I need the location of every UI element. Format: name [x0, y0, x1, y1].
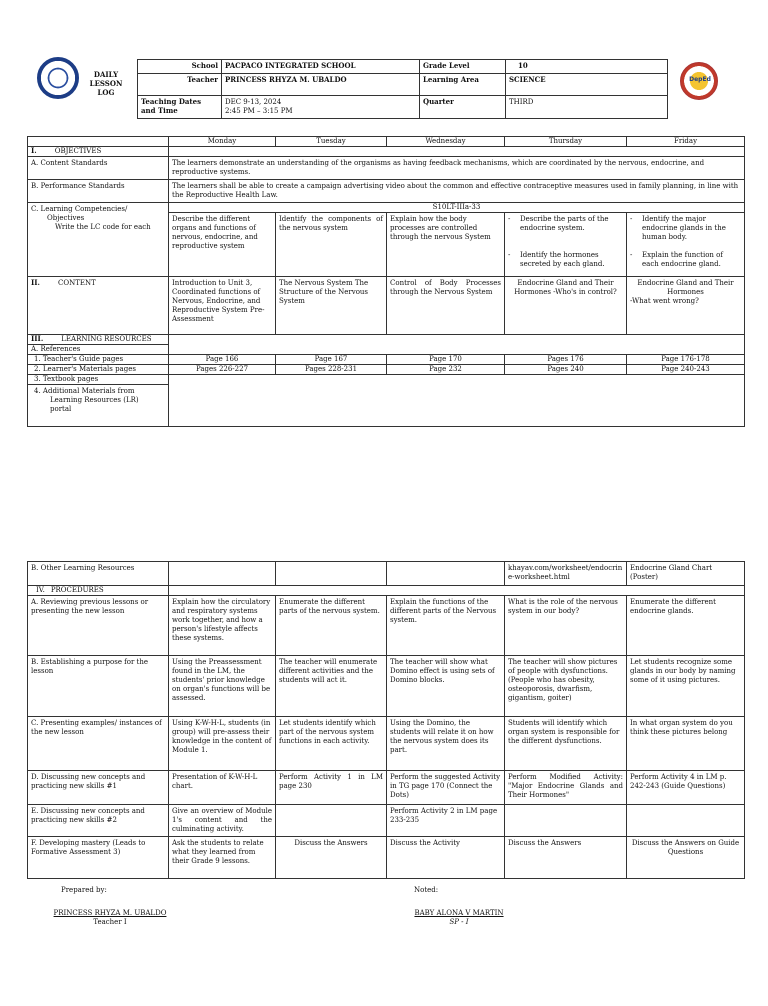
content-thursday: Endocrine Gland and Their Hormones -Who's in control? [505, 276, 627, 334]
section-heading: LEARNING RESOURCES [61, 334, 152, 343]
content-line: Endocrine Gland and Their Hormones [637, 278, 734, 296]
quarter-label: Quarter [420, 95, 506, 118]
dates-value [222, 95, 420, 118]
blank-corner [28, 137, 169, 147]
header-table [137, 59, 668, 119]
proc-f-friday: Discuss the Answers on Guide Questions [627, 837, 745, 879]
proc-e-wednesday: Perform Activity 2 in LM page 233-235 [387, 805, 505, 837]
noted-block [404, 909, 514, 927]
tg-wednesday: Page 170 [387, 354, 505, 364]
proc-f-thursday: Discuss the Answers [505, 837, 627, 879]
competency-friday: - Identify the major endocrine glands in the human body. - Explain the function of each endocrine gland. [627, 212, 745, 276]
school-logo-text: DepEd [689, 76, 711, 83]
proc-b-label: B. Establishing a purpose for the lesson [28, 656, 169, 717]
objectives-blank [169, 147, 745, 157]
competencies-line: C. Learning Competencies/ [31, 204, 128, 213]
tb-blank [169, 374, 745, 426]
proc-c-label: C. Presenting examples/ instances of the new lesson [28, 717, 169, 771]
procedures-heading [28, 586, 169, 596]
lm-label: 2. Learner's Materials pages [28, 364, 169, 374]
resources-blank [169, 334, 745, 354]
proc-b-tuesday: The teacher will enumerate different activities and the students will act it. [276, 656, 387, 717]
dates-line: DEC 9-13, 2024 [225, 97, 282, 106]
quarter-value: THIRD [506, 95, 668, 118]
section-num: II. [31, 277, 40, 287]
day-tuesday: Tuesday [276, 137, 387, 147]
other-res-tuesday [276, 562, 387, 586]
grade-label: Grade Level [420, 60, 506, 74]
competency-item: Identify the hormones secreted by each gland. [520, 250, 605, 268]
teacher-label: Teacher [138, 73, 222, 95]
content-friday [627, 276, 745, 334]
lm-tuesday: Pages 228-231 [276, 364, 387, 374]
section-num: III. [31, 333, 44, 343]
prepared-name: PRINCESS RHYZA M. UBALDO [53, 909, 167, 917]
dll-title [86, 71, 126, 97]
proc-c-friday: In what organ system do you think these pictures belong [627, 717, 745, 771]
additional-line: Learning Resources (LR) [50, 395, 139, 404]
area-label: Learning Area [420, 73, 506, 95]
proc-e-friday [627, 805, 745, 837]
proc-a-label: A. Reviewing previous lessons or presenting the new lesson [28, 596, 169, 656]
title-line: LOG [97, 87, 115, 97]
other-res-friday: Endocrine Gland Chart (Poster) [627, 562, 745, 586]
title-line: LESSON [89, 78, 123, 88]
prepared-title: Teacher I [93, 917, 127, 926]
proc-a-wednesday: Explain the functions of the different parts of the Nervous system. [387, 596, 505, 656]
procedures-table [27, 561, 745, 879]
objectives-table [27, 136, 745, 427]
competencies-line: Write the LC code for each [55, 222, 151, 231]
noted-title: SP - I [449, 917, 469, 926]
lm-thursday: Pages 240 [505, 364, 627, 374]
lc-code: S10LT-IIIa-33 [169, 202, 745, 212]
lm-wednesday: Page 232 [387, 364, 505, 374]
day-wednesday: Wednesday [387, 137, 505, 147]
tg-monday: Page 166 [169, 354, 276, 364]
competency-wednesday: Explain how the body processes are controlled through the nervous System [387, 212, 505, 276]
other-res-wednesday [387, 562, 505, 586]
proc-c-thursday: Students will identify which organ system is responsible for the different dysfunctions. [505, 717, 627, 771]
proc-d-tuesday: Perform Activity 1 in LM page 230 [276, 771, 387, 805]
references-label: A. References [28, 344, 169, 354]
noted-name: BABY ALONA V MARTIN [414, 909, 504, 917]
content-wednesday: Control of Body Processes through the Nervous System [387, 276, 505, 334]
proc-e-monday: Give an overview of Module 1's content and the culminating activity. [169, 805, 276, 837]
content-standards-text: The learners demonstrate an understanding of the organisms as having feedback mechanisms, which are coordinated by the nervous, endocrine, and reproductive systems. [169, 157, 745, 180]
prepared-label: Prepared by: [61, 886, 107, 894]
proc-d-monday: Presentation of K-W-H-L chart. [169, 771, 276, 805]
content-heading [28, 276, 169, 334]
proc-d-friday: Perform Activity 4 in LM p. 242-243 (Guide Questions) [627, 771, 745, 805]
teacher-value: PRINCESS RHYZA M. UBALDO [222, 73, 420, 95]
proc-f-wednesday: Discuss the Activity [387, 837, 505, 879]
proc-f-tuesday: Discuss the Answers [276, 837, 387, 879]
other-res-monday [169, 562, 276, 586]
competency-item: Explain the function of each endocrine gland. [642, 250, 723, 268]
proc-f-monday: Ask the students to relate what they learned from their Grade 9 lessons. [169, 837, 276, 879]
proc-c-tuesday: Let students identify which part of the nervous system functions in each activity. [276, 717, 387, 771]
proc-a-monday: Explain how the circulatory and respiratory systems work together, and how a person's lifestyle affects these systems. [169, 596, 276, 656]
proc-d-wednesday: Perform the suggested Activity in TG page 170 (Connect the Dots) [387, 771, 505, 805]
day-monday: Monday [169, 137, 276, 147]
noted-label: Noted: [414, 886, 439, 894]
deped-seal-logo [37, 57, 79, 99]
section-heading: CONTENT [58, 278, 96, 287]
section-heading: PROCEDURES [50, 586, 104, 594]
competencies-label [28, 202, 169, 276]
prepared-block [50, 909, 170, 927]
grade-value: 10 [506, 60, 668, 74]
proc-a-friday: Enumerate the different endocrine glands. [627, 596, 745, 656]
day-friday: Friday [627, 137, 745, 147]
lm-friday: Page 240-243 [627, 364, 745, 374]
proc-f-label: F. Developing mastery (Leads to Formative Assessment 3) [28, 837, 169, 879]
proc-a-thursday: What is the role of the nervous system in our body? [505, 596, 627, 656]
procedures-blank [169, 586, 745, 596]
content-standards-label: A. Content Standards [28, 157, 169, 180]
section-heading: OBJECTIVES [54, 147, 102, 155]
proc-e-label: E. Discussing new concepts and practicing new skills #2 [28, 805, 169, 837]
school-logo [680, 62, 718, 100]
section-num: IV. [36, 586, 45, 594]
tb-label: 3. Textbook pages [28, 374, 169, 384]
competencies-line: Objectives [47, 213, 85, 222]
additional-line: 4. Additional Materials from [34, 386, 135, 395]
tg-tuesday: Page 167 [276, 354, 387, 364]
proc-c-monday: Using K-W-H-L, students (in group) will pre-assess their knowledge in the content of Module 1. [169, 717, 276, 771]
other-res-thursday: khayav.com/worksheet/endocrine-worksheet.html [505, 562, 627, 586]
proc-e-thursday [505, 805, 627, 837]
additional-materials-label [28, 384, 169, 426]
dates-label: Teaching Dates and Time [138, 95, 222, 118]
proc-c-wednesday: Using the Domino, the students will relate it on how the nervous system does its part. [387, 717, 505, 771]
school-value: PACPACO INTEGRATED SCHOOL [222, 60, 420, 74]
content-tuesday: The Nervous System The Structure of the Nervous System [276, 276, 387, 334]
proc-b-wednesday: The teacher will show what Domino effect is using sets of Domino blocks. [387, 656, 505, 717]
day-thursday: Thursday [505, 137, 627, 147]
proc-b-friday: Let students recognize some glands in our body by naming some of it using pictures. [627, 656, 745, 717]
proc-b-thursday: The teacher will show pictures of people with dysfunctions. (People who has obesity, osteoporosis, dwarfism, gigantism, goiter) [505, 656, 627, 717]
competency-tuesday: Identify the components of the nervous system [276, 212, 387, 276]
additional-line: portal [50, 404, 72, 413]
section-num: I. [31, 146, 37, 155]
competency-monday: Describe the different organs and functions of nervous, endocrine, and reproductive system [169, 212, 276, 276]
performance-standards-label: B. Performance Standards [28, 179, 169, 202]
content-monday: Introduction to Unit 3, Coordinated functions of Nervous, Endocrine, and Reproductive System Pre-Assessment [169, 276, 276, 334]
competency-thursday: - Describe the parts of the endocrine system. - Identify the hormones secreted by each gland. [505, 212, 627, 276]
content-line: -What went wrong? [630, 296, 699, 305]
tg-thursday: Pages 176 [505, 354, 627, 364]
tg-label: 1. Teacher's Guide pages [28, 354, 169, 364]
title-line: DAILY [93, 70, 119, 79]
objectives-heading [28, 147, 169, 157]
competency-item: Identify the major endocrine glands in the human body. [642, 214, 726, 241]
proc-b-monday: Using the Preassessment found in the LM, the students' prior knowledge on organ's functions will be assessed. [169, 656, 276, 717]
proc-a-tuesday: Enumerate the different parts of the nervous system. [276, 596, 387, 656]
lm-monday: Pages 226-227 [169, 364, 276, 374]
school-label: School [138, 60, 222, 74]
resources-heading [28, 334, 169, 344]
area-value: SCIENCE [506, 73, 668, 95]
time-line: 2:45 PM – 3:15 PM [225, 106, 293, 115]
other-resources-label: B. Other Learning Resources [28, 562, 169, 586]
performance-standards-text: The learners shall be able to create a campaign advertising video about the common and effective contraceptive measures used in family planning, in line with the Reproductive Health Law. [169, 179, 745, 202]
competency-item: Describe the parts of the endocrine system. [520, 214, 609, 232]
proc-d-label: D. Discussing new concepts and practicing new skills #1 [28, 771, 169, 805]
proc-d-thursday: Perform Modified Activity: "Major Endocrine Glands and Their Hormones" [505, 771, 627, 805]
proc-e-tuesday [276, 805, 387, 837]
tg-friday: Page 176-178 [627, 354, 745, 364]
